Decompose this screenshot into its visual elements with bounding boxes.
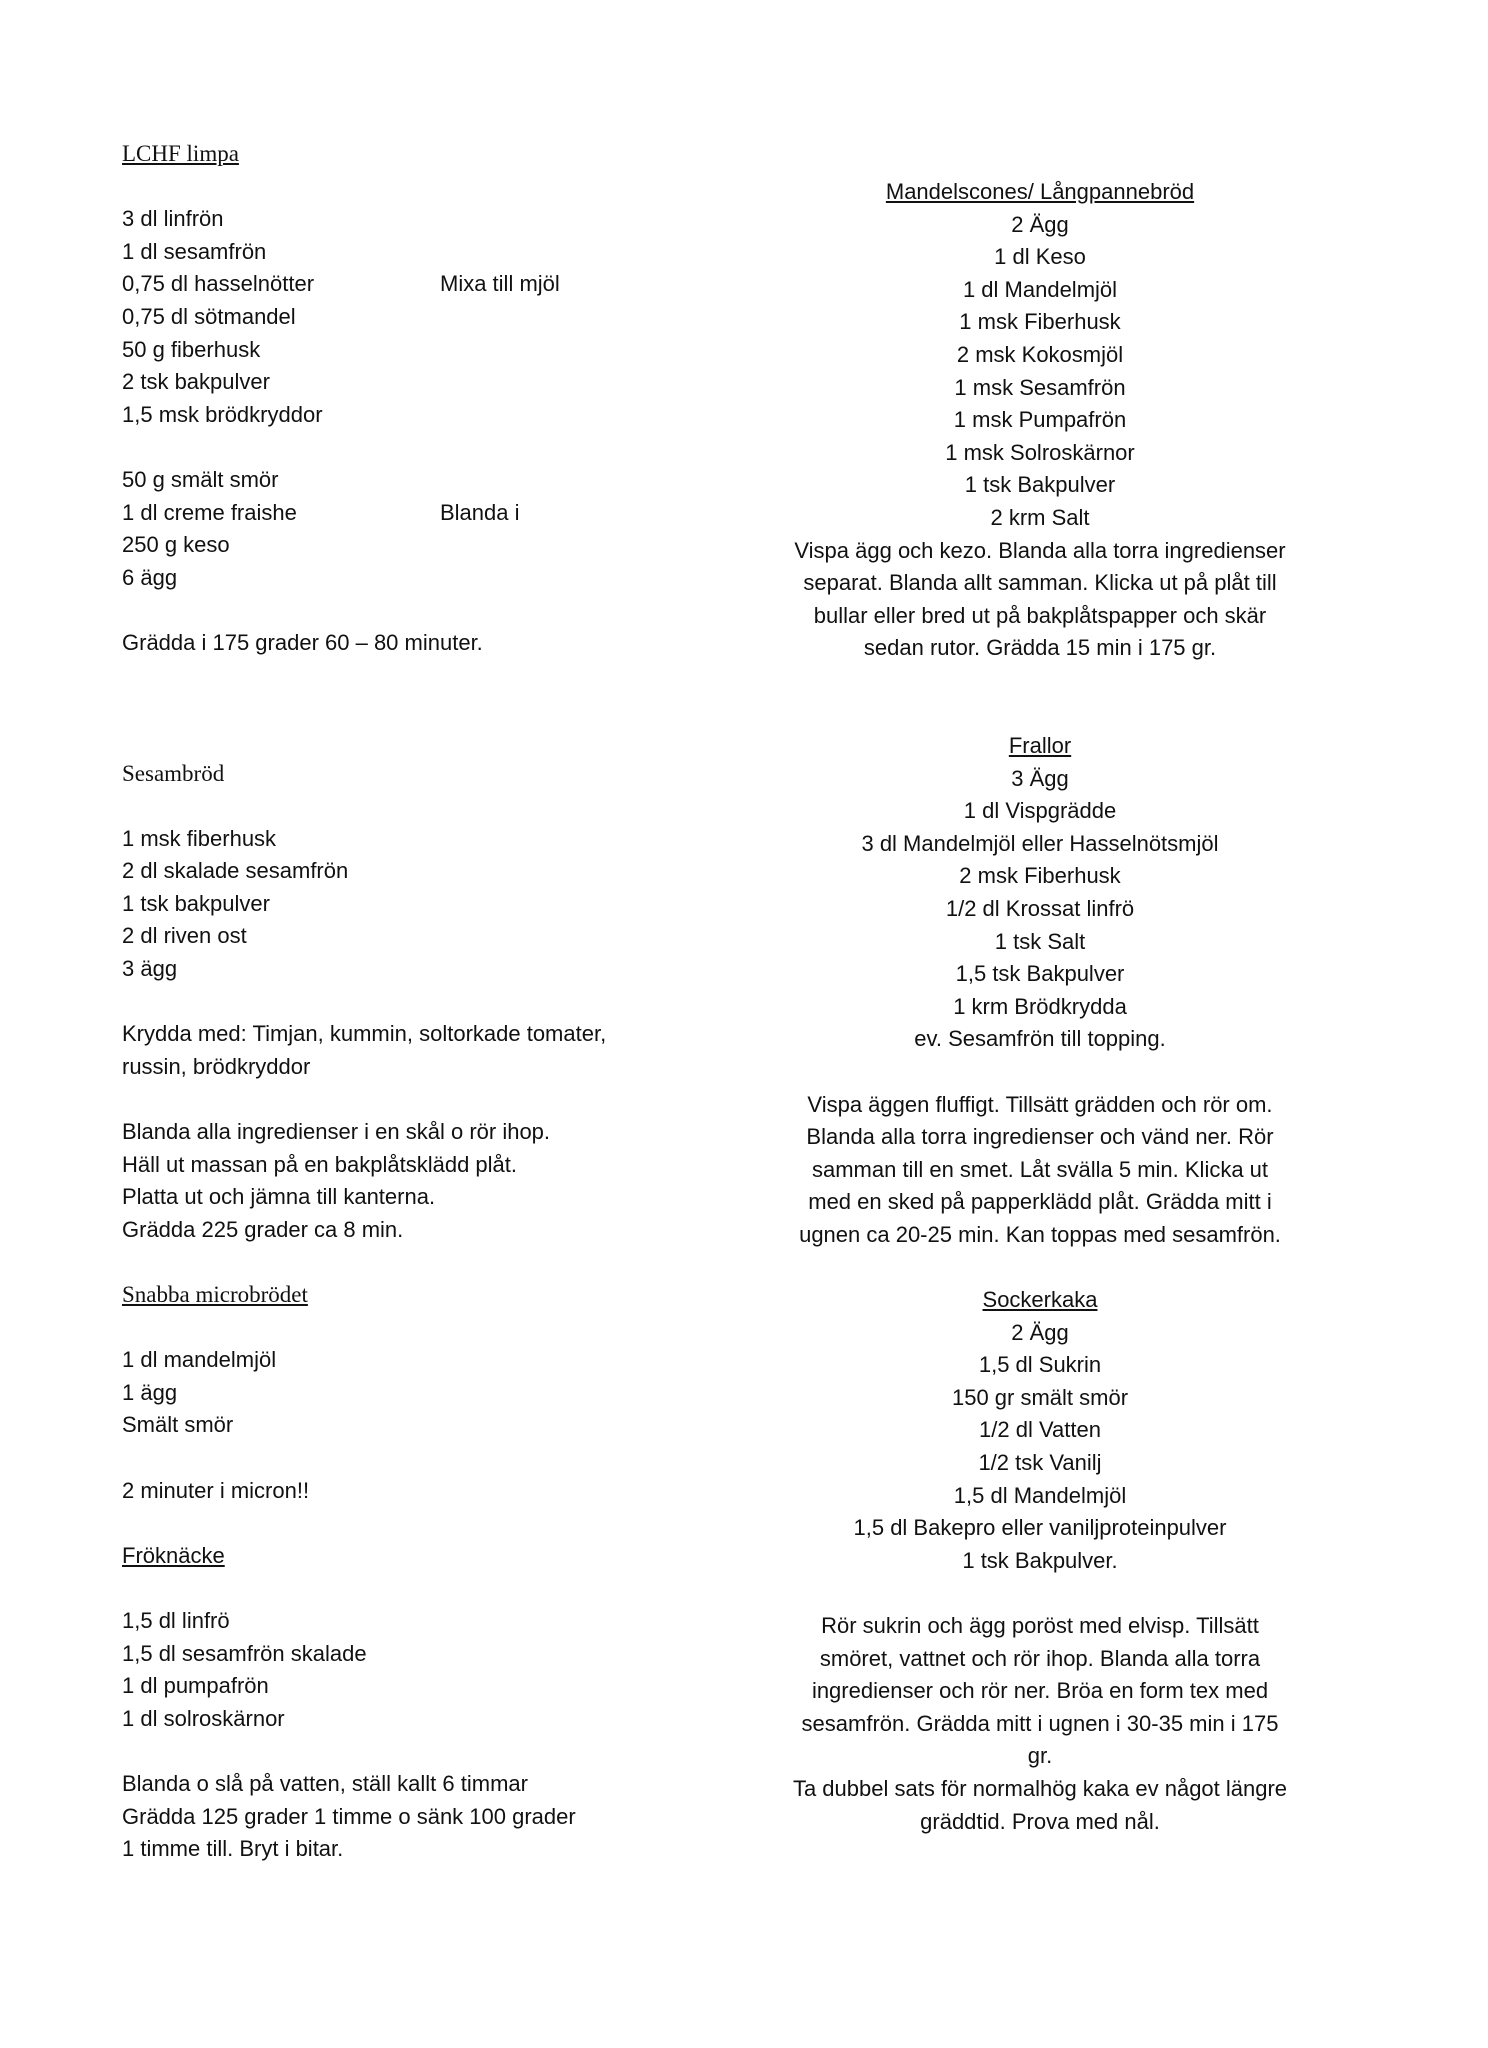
list-item: 0,75 dl sötmandel — [122, 303, 296, 329]
step-line: Vispa ägg och kezo. Blanda alla torra ingredienser — [794, 537, 1286, 563]
list-item: 50 g fiberhusk — [122, 336, 261, 362]
fro-title: Fröknäcke — [122, 1542, 225, 1568]
list-item: 1 msk Solroskärnor — [945, 439, 1135, 465]
list-item: 1,5 msk brödkryddor — [122, 401, 323, 427]
list-item: 6 ägg — [122, 564, 178, 590]
list-item: 2 msk Kokosmjöl — [956, 341, 1124, 367]
spice-line: russin, brödkryddor — [122, 1053, 311, 1079]
list-item: 3 dl linfrön — [122, 206, 224, 232]
step-line: Blanda o slå på vatten, ställ kallt 6 timmar — [122, 1770, 528, 1796]
list-item: 1 msk Pumpafrön — [953, 407, 1127, 433]
step-line: samman till en smet. Låt svälla 5 min. Klicka ut — [811, 1156, 1269, 1182]
sesam-title: Sesambröd — [122, 760, 225, 786]
list-item: 1 tsk Salt — [994, 928, 1086, 954]
step-line: med en sked på papperklädd plåt. Grädda mitt i — [808, 1189, 1272, 1215]
list-item — [122, 497, 762, 530]
list-item: 250 g keso — [122, 532, 230, 558]
step-line: 1 timme till. Bryt i bitar. — [122, 1836, 344, 1862]
list-item: 1 tsk Bakpulver. — [962, 1547, 1118, 1573]
step-line: ugnen ca 20-25 min. Kan toppas med sesamfrön. — [799, 1221, 1281, 1247]
step-line: separat. Blanda allt samman. Klicka ut på plåt till — [803, 570, 1277, 596]
list-item: 1 dl sesamfrön — [122, 238, 267, 264]
step-line: sesamfrön. Grädda mitt i ugnen i 30-35 min i 175 — [801, 1710, 1279, 1736]
list-item: 1 krm Brödkrydda — [953, 993, 1127, 1019]
step-line: Vispa äggen fluffigt. Tillsätt grädden och rör om. — [807, 1091, 1273, 1117]
step-line: gr. — [1027, 1743, 1053, 1769]
list-item: 1 ägg — [122, 1379, 178, 1405]
list-item: 3 dl Mandelmjöl eller Hasselnötsmjöl — [861, 830, 1219, 856]
step-line: Blanda alla torra ingredienser och vänd ner. Rör — [806, 1124, 1274, 1150]
list-item: 1/2 tsk Vanilj — [978, 1449, 1102, 1475]
mandel-title: Mandelscones/ Långpannebröd — [885, 179, 1195, 204]
list-item: 1/2 dl Krossat linfrö — [945, 895, 1135, 921]
bake-instruction: Grädda i 175 grader 60 – 80 minuter. — [122, 629, 483, 655]
list-item: 1 dl pumpafrön — [122, 1673, 269, 1699]
step-line: Grädda 125 grader 1 timme o sänk 100 grader — [122, 1803, 576, 1829]
list-item: 1 dl Keso — [994, 244, 1086, 270]
list-item: 50 g smält smör — [122, 466, 279, 492]
mix-note: Mixa till mjöl — [440, 271, 560, 297]
list-item: 1 tsk bakpulver — [122, 890, 270, 916]
list-item: 2 tsk bakpulver — [122, 369, 270, 395]
list-item: 150 gr smält smör — [951, 1384, 1129, 1410]
list-item: 1 msk Fiberhusk — [959, 309, 1121, 335]
step-line: Blanda alla ingredienser i en skål o rör ihop. — [122, 1119, 551, 1145]
list-item: 3 ägg — [122, 956, 178, 982]
list-item: 1 msk Sesamfrön — [954, 374, 1126, 400]
step-line: Häll ut massan på en bakplåtsklädd plåt. — [122, 1151, 518, 1177]
sockerkaka-recipe — [760, 1284, 1320, 1838]
blend-note: Blanda i — [440, 499, 520, 525]
list-item: 1,5 dl Bakepro eller vaniljproteinpulver — [853, 1515, 1227, 1541]
list-item: 2 krm Salt — [990, 504, 1090, 530]
list-item: 1/2 dl Vatten — [979, 1417, 1101, 1443]
frallor-recipe — [760, 730, 1320, 1252]
step-line: smöret, vattnet och rör ihop. Blanda alla torra — [819, 1645, 1261, 1671]
list-item: 1 dl Mandelmjöl — [962, 276, 1118, 302]
list-item: 1 dl solroskärnor — [122, 1705, 285, 1731]
ingredient-text: 1 dl creme fraishe — [122, 499, 297, 525]
list-item: 1,5 tsk Bakpulver — [955, 961, 1125, 987]
list-item: ev. Sesamfrön till topping. — [914, 1026, 1166, 1052]
list-item: 1 dl mandelmjöl — [122, 1347, 277, 1373]
list-item: 2 Ägg — [1011, 211, 1069, 237]
list-item: 1,5 dl linfrö — [122, 1607, 230, 1633]
list-item: 1 tsk Bakpulver — [964, 472, 1116, 498]
step-line: ingredienser och rör ner. Bröa en form tex med — [811, 1678, 1269, 1704]
left-column — [122, 138, 762, 1866]
list-item — [122, 268, 762, 301]
list-item: Smält smör — [122, 1412, 234, 1438]
micro-title: Snabba microbrödet — [122, 1282, 308, 1307]
micro-time: 2 minuter i micron!! — [122, 1477, 310, 1503]
step-line: bullar eller bred ut på bakplåtspapper och skär — [813, 602, 1267, 628]
step-line: gräddtid. Prova med nål. — [920, 1808, 1160, 1834]
lchf-title: LCHF limpa — [122, 141, 239, 166]
step-line: sedan rutor. Grädda 15 min i 175 gr. — [863, 635, 1217, 661]
step-line: Platta ut och jämna till kanterna. — [122, 1184, 436, 1210]
list-item: 2 dl riven ost — [122, 923, 247, 949]
list-item: 3 Ägg — [1011, 765, 1069, 791]
list-item: 1 dl Vispgrädde — [963, 798, 1117, 824]
list-item: 1,5 dl Sukrin — [978, 1352, 1102, 1378]
sockerkaka-title: Sockerkaka — [982, 1287, 1098, 1312]
frallor-title: Frallor — [1008, 733, 1072, 758]
list-item: 2 Ägg — [1011, 1319, 1069, 1345]
ingredient-text: 0,75 dl hasselnötter — [122, 271, 315, 297]
list-item: 2 msk Fiberhusk — [959, 863, 1121, 889]
list-item: 2 dl skalade sesamfrön — [122, 858, 349, 884]
step-line: Grädda 225 grader ca 8 min. — [122, 1216, 404, 1242]
step-line: Rör sukrin och ägg poröst med elvisp. Tillsätt — [821, 1612, 1259, 1638]
step-line: Ta dubbel sats för normalhög kaka ev något längre — [792, 1775, 1288, 1801]
list-item: 1,5 dl sesamfrön skalade — [122, 1640, 367, 1666]
list-item: 1,5 dl Mandelmjöl — [953, 1482, 1127, 1508]
spice-line: Krydda med: Timjan, kummin, soltorkade tomater, — [122, 1021, 607, 1047]
list-item: 1 msk fiberhusk — [122, 825, 277, 851]
mandel-recipe — [760, 176, 1320, 665]
